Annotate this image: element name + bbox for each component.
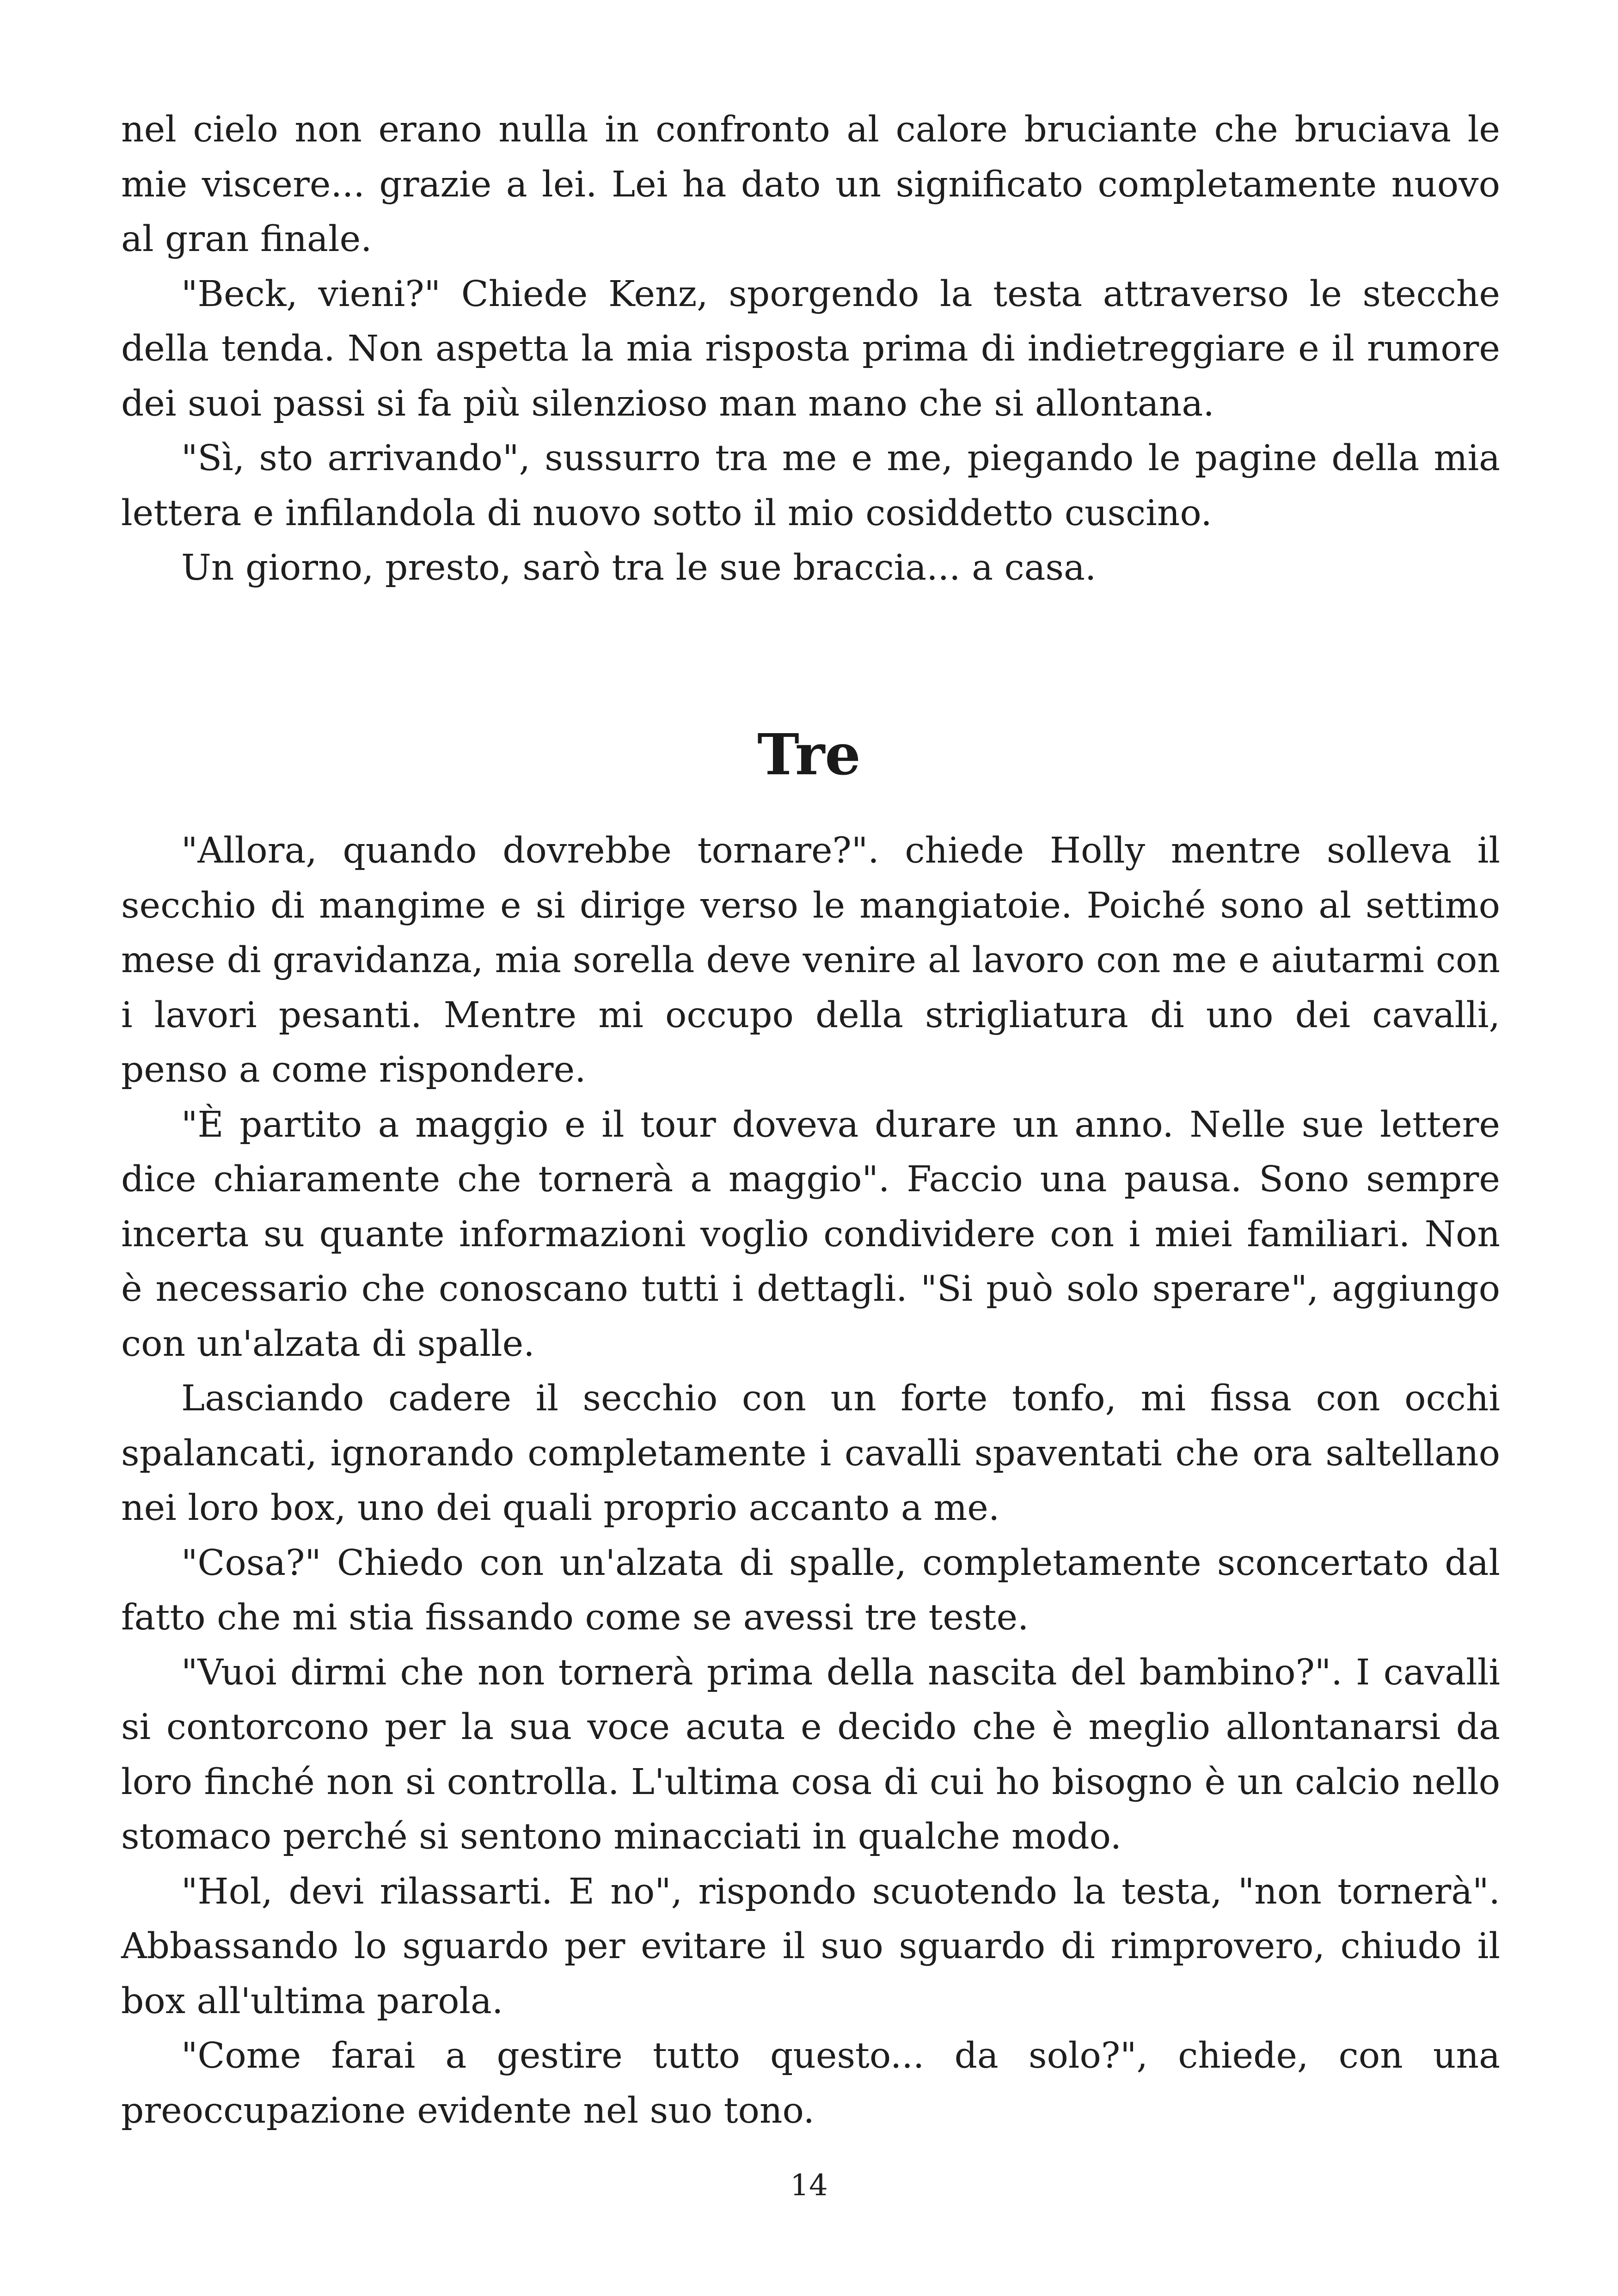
paragraph: "Hol, devi rilassarti. E no", rispondo scuotendo la testa, "non tornerà". Abbassando lo sguardo per evitare il suo sguardo di rimprovero, chiudo il box all'ultima parola. <box>121 1871 1500 2022</box>
paragraph: nel cielo non erano nulla in confronto al calore bruciante che bruciava le mie viscere... grazie a lei. Lei ha dato un significato completamente nuovo al gran finale. <box>121 109 1500 260</box>
paragraph: Lasciando cadere il secchio con un forte tonfo, mi fissa con occhi spalancati, ignorando completamente i cavalli spaventati che ora saltellano nei loro box, uno dei quali proprio accanto a me. <box>121 1378 1500 1529</box>
chapter-body <box>121 824 1500 2138</box>
paragraph: "Vuoi dirmi che non tornerà prima della nascita del bambino?". I cavalli si contorcono per la sua voce acuta e decido che è meglio allontanarsi da loro finché non si controlla. L'ultima cosa di cui ho bisogno è un calcio nello stomaco perché si sentono minacciati in qualche modo. <box>121 1652 1500 1857</box>
page-number: 14 <box>790 2168 828 2203</box>
paragraph: Un giorno, presto, sarò tra le sue braccia... a casa. <box>181 547 1097 588</box>
previous-chapter-ending <box>121 103 1500 596</box>
paragraph: "Come farai a gestire tutto questo... da solo?", chiede, con una preoccupazione evidente nel suo tono. <box>121 2035 1500 2131</box>
paragraph: "Allora, quando dovrebbe tornare?". chiede Holly mentre solleva il secchio di mangime e si dirige verso le mangiatoie. Poiché sono al settimo mese di gravidanza, mia sorella deve venire al lavoro con me e aiutarmi con i lavori pesanti. Mentre mi occupo della strigliatura di uno dei cavalli, penso a come rispondere. <box>121 830 1500 1090</box>
paragraph: "Cosa?" Chiedo con un'alzata di spalle, completamente sconcertato dal fatto che mi stia fissando come se avessi tre teste. <box>121 1542 1500 1638</box>
paragraph: "Sì, sto arrivando", sussurro tra me e me, piegando le pagine della mia lettera e infilandola di nuovo sotto il mio cosiddetto cuscino. <box>121 438 1500 534</box>
chapter-title: Tre <box>757 721 861 788</box>
paragraph: "Beck, vieni?" Chiede Kenz, sporgendo la testa attraverso le stecche della tenda. Non aspetta la mia risposta prima di indietreggiare e il rumore dei suoi passi si fa più silenzioso man mano che si allontana. <box>121 273 1500 424</box>
paragraph: "È partito a maggio e il tour doveva durare un anno. Nelle sue lettere dice chiaramente che tornerà a maggio". Faccio una pausa. Sono sempre incerta su quante informazioni voglio condividere con i miei familiari. Non è necessario che conoscano tutti i dettagli. "Si può solo sperare", aggiungo con un'alzata di spalle. <box>121 1104 1500 1365</box>
